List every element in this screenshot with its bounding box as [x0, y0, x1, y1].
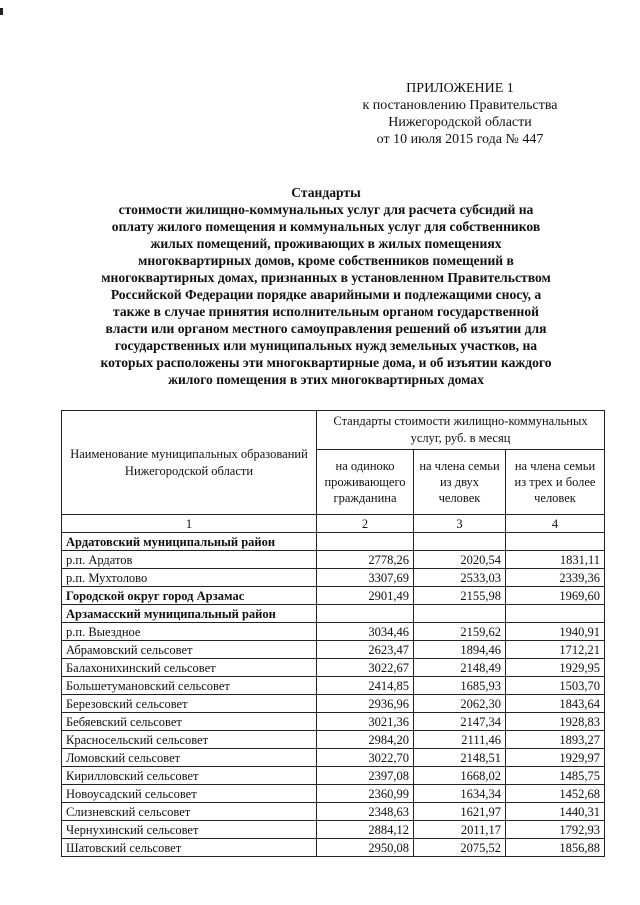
three-plus-value-cell [506, 605, 605, 623]
three-plus-value-cell: 1452,68 [506, 785, 605, 803]
municipality-name-cell: Новоусадский сельсовет [62, 785, 317, 803]
table-row [62, 731, 605, 749]
three-plus-value-cell: 1940,91 [506, 623, 605, 641]
single-resident-value-cell [317, 605, 414, 623]
header-standards-group: Стандарты стоимости жилищно-коммунальных услуг, руб. в месяц [317, 411, 605, 450]
single-resident-value-cell: 3022,70 [317, 749, 414, 767]
single-resident-value-cell: 2778,26 [317, 551, 414, 569]
municipality-name-cell: Городской округ город Арзамас [62, 587, 317, 605]
three-plus-value-cell: 1929,95 [506, 659, 605, 677]
title-line: также в случае принятия исполнительным органом государственной [113, 304, 539, 319]
municipality-name-cell: Чернухинский сельсовет [62, 821, 317, 839]
municipality-name-cell: Шатовский сельсовет [62, 839, 317, 857]
single-resident-value-cell: 2623,47 [317, 641, 414, 659]
two-person-value-cell: 2159,62 [414, 623, 506, 641]
table-row [62, 551, 605, 569]
two-person-value-cell: 2147,34 [414, 713, 506, 731]
municipality-name-cell: Абрамовский сельсовет [62, 641, 317, 659]
three-plus-value-cell: 1792,93 [506, 821, 605, 839]
municipality-name-cell: Ломовский сельсовет [62, 749, 317, 767]
standards-table [61, 410, 605, 857]
two-person-value-cell [414, 533, 506, 551]
table-row [62, 677, 605, 695]
header-single-resident: на одиноко проживающего гражданина [317, 450, 414, 515]
municipality-name-cell: р.п. Мухтолово [62, 569, 317, 587]
two-person-value-cell: 2148,49 [414, 659, 506, 677]
column-number: 3 [414, 515, 506, 533]
title-line: многоквартирных домов, кроме собственников помещений в [138, 253, 514, 268]
three-plus-value-cell [506, 533, 605, 551]
table-row [62, 659, 605, 677]
column-number: 1 [62, 515, 317, 533]
appendix-date-line: от 10 июля 2015 года № 447 [376, 132, 544, 147]
two-person-value-cell: 2062,30 [414, 695, 506, 713]
three-plus-value-cell: 1893,27 [506, 731, 605, 749]
table-row [62, 749, 605, 767]
table-row [62, 839, 605, 857]
two-person-value-cell: 1621,97 [414, 803, 506, 821]
column-number: 2 [317, 515, 414, 533]
three-plus-value-cell: 1843,64 [506, 695, 605, 713]
table-row [62, 767, 605, 785]
two-person-value-cell: 2075,52 [414, 839, 506, 857]
two-person-value-cell: 1634,34 [414, 785, 506, 803]
three-plus-value-cell: 1928,83 [506, 713, 605, 731]
municipality-name-cell: Красносельский сельсовет [62, 731, 317, 749]
municipality-name-cell: р.п. Ардатов [62, 551, 317, 569]
table-row [62, 785, 605, 803]
three-plus-value-cell: 1440,31 [506, 803, 605, 821]
column-number: 4 [506, 515, 605, 533]
three-plus-value-cell: 1929,97 [506, 749, 605, 767]
appendix-resolution-line: к постановлению Правительства [362, 98, 558, 113]
two-person-value-cell: 1894,46 [414, 641, 506, 659]
single-resident-value-cell: 3021,36 [317, 713, 414, 731]
single-resident-value-cell: 2950,08 [317, 839, 414, 857]
three-plus-value-cell: 1856,88 [506, 839, 605, 857]
header-municipality: Наименование муниципальных образований Нижегородской области [62, 411, 317, 515]
two-person-value-cell [414, 605, 506, 623]
single-resident-value-cell: 2397,08 [317, 767, 414, 785]
municipality-name-cell: Слизневский сельсовет [62, 803, 317, 821]
municipality-name-cell: Арзамасский муниципальный район [62, 605, 317, 623]
single-resident-value-cell: 3034,46 [317, 623, 414, 641]
table-row [62, 641, 605, 659]
title-line: государственных или муниципальных нужд земельных участков, на [114, 338, 538, 353]
appendix-block [340, 80, 580, 148]
single-resident-value-cell: 2884,12 [317, 821, 414, 839]
title-line: власти или органом местного самоуправления решений об изъятии для [105, 321, 547, 336]
three-plus-value-cell: 1712,21 [506, 641, 605, 659]
title-line: многоквартирных домах, признанных в установленном Правительством [101, 270, 551, 285]
single-resident-value-cell: 2936,96 [317, 695, 414, 713]
two-person-value-cell: 2020,54 [414, 551, 506, 569]
municipality-name-cell: Большетумановский сельсовет [62, 677, 317, 695]
municipality-name-cell: р.п. Выездное [62, 623, 317, 641]
municipality-name-cell: Березовский сельсовет [62, 695, 317, 713]
three-plus-value-cell: 1503,70 [506, 677, 605, 695]
table-row [62, 821, 605, 839]
table-row [62, 695, 605, 713]
single-resident-value-cell: 2984,20 [317, 731, 414, 749]
title-line: которых расположены эти многоквартирные дома, и об изъятии каждого [100, 355, 552, 370]
table-row [62, 713, 605, 731]
table-row [62, 569, 605, 587]
municipality-name-cell: Кирилловский сельсовет [62, 767, 317, 785]
title-line: оплату жилого помещения и коммунальных услуг для собственников [111, 219, 541, 234]
municipality-name-cell: Ардатовский муниципальный район [62, 533, 317, 551]
single-resident-value-cell: 2901,49 [317, 587, 414, 605]
scan-corner-mark [0, 8, 3, 15]
header-three-plus-family: на члена семьи из трех и более человек [506, 450, 605, 515]
three-plus-value-cell: 1485,75 [506, 767, 605, 785]
single-resident-value-cell: 3022,67 [317, 659, 414, 677]
title-heading: Стандарты [291, 185, 361, 200]
title-line: Российской Федерации порядке аварийными и подлежащими сносу, а [110, 287, 542, 302]
table-section-row [62, 605, 605, 623]
table-row [62, 623, 605, 641]
header-two-person-family: на члена семьи из двух человек [414, 450, 506, 515]
three-plus-value-cell: 1969,60 [506, 587, 605, 605]
single-resident-value-cell: 3307,69 [317, 569, 414, 587]
two-person-value-cell: 2533,03 [414, 569, 506, 587]
title-line: стоимости жилищно-коммунальных услуг для расчета субсидий на [118, 202, 534, 217]
two-person-value-cell: 2148,51 [414, 749, 506, 767]
table-section-row [62, 587, 605, 605]
appendix-region-line: Нижегородской области [388, 115, 532, 130]
document-title [48, 184, 604, 388]
two-person-value-cell: 2011,17 [414, 821, 506, 839]
title-line: жилых помещений, проживающих в жилых помещениях [150, 236, 502, 251]
title-line: жилого помещения в этих многоквартирных домах [168, 372, 484, 387]
two-person-value-cell: 1685,93 [414, 677, 506, 695]
two-person-value-cell: 1668,02 [414, 767, 506, 785]
table-row [62, 803, 605, 821]
two-person-value-cell: 2155,98 [414, 587, 506, 605]
table-section-row [62, 533, 605, 551]
two-person-value-cell: 2111,46 [414, 731, 506, 749]
single-resident-value-cell: 2348,63 [317, 803, 414, 821]
single-resident-value-cell [317, 533, 414, 551]
municipality-name-cell: Балахонихинский сельсовет [62, 659, 317, 677]
three-plus-value-cell: 2339,36 [506, 569, 605, 587]
single-resident-value-cell: 2360,99 [317, 785, 414, 803]
single-resident-value-cell: 2414,85 [317, 677, 414, 695]
appendix-title: ПРИЛОЖЕНИЕ 1 [406, 81, 514, 96]
municipality-name-cell: Бебяевский сельсовет [62, 713, 317, 731]
three-plus-value-cell: 1831,11 [506, 551, 605, 569]
table-body [62, 533, 605, 857]
